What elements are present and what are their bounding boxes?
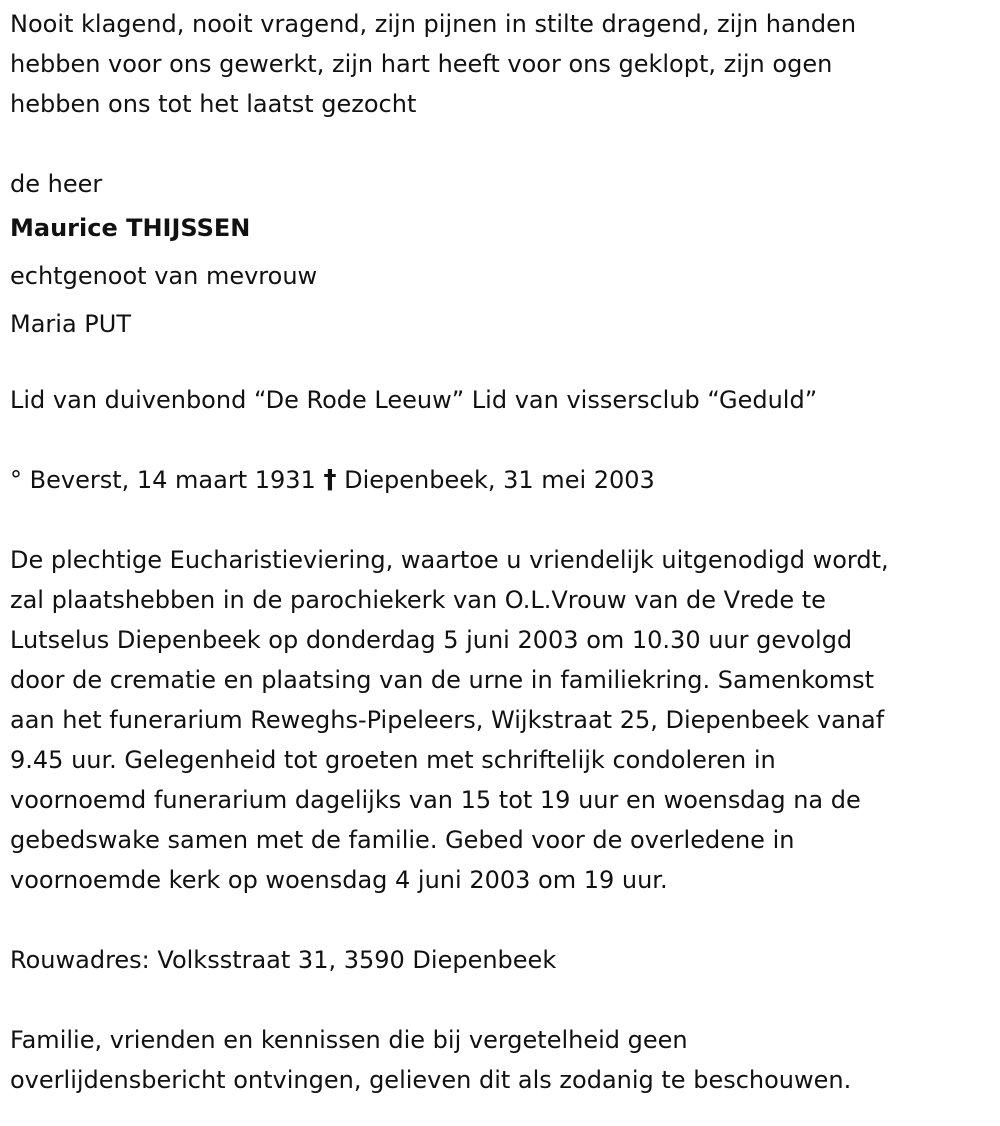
birth-date: ° Beverst, 14 maart 1931 [10,466,316,494]
ceremony-line: aan het funerarium Reweghs-Pipeleers, Wijkstraat 25, Diepenbeek vanaf [10,706,885,734]
obituary-document [10,4,990,1100]
life-dates [10,460,990,500]
closing-line: overlijdensbericht ontvingen, gelieven dit als zodanig te beschouwen. [10,1066,852,1094]
spouse-name: Maria PUT [10,310,131,338]
cross-icon: † [323,465,337,495]
closing-paragraph [10,1020,990,1100]
ceremony-line: voornoemde kerk op woensdag 4 juni 2003 om 19 uur. [10,866,668,894]
deceased-title: de heer [10,170,103,198]
ceremony-line: gebedswake samen met de familie. Gebed voor de overledene in [10,826,795,854]
ceremony-paragraph [10,540,990,900]
ceremony-line: De plechtige Eucharistieviering, waartoe u vriendelijk uitgenodigd wordt, [10,546,889,574]
quote-line: hebben ons tot het laatst gezocht [10,90,417,118]
death-date: Diepenbeek, 31 mei 2003 [344,466,655,494]
memberships: Lid van duivenbond “De Rode Leeuw” Lid van vissersclub “Geduld” [10,386,818,414]
spouse-intro: echtgenoot van mevrouw [10,262,318,290]
ceremony-line: Lutselus Diepenbeek op donderdag 5 juni 2003 om 10.30 uur gevolgd [10,626,853,654]
mourning-address: Rouwadres: Volksstraat 31, 3590 Diepenbeek [10,946,557,974]
ceremony-line: 9.45 uur. Gelegenheid tot groeten met schriftelijk condoleren in [10,746,776,774]
quote-paragraph [10,4,990,124]
ceremony-line: voornoemd funerarium dagelijks van 15 tot 19 uur en woensdag na de [10,786,861,814]
quote-line: hebben voor ons gewerkt, zijn hart heeft voor ons geklopt, zijn ogen [10,50,833,78]
quote-line: Nooit klagend, nooit vragend, zijn pijnen in stilte dragend, zijn handen [10,10,857,38]
deceased-name: Maurice THIJSSEN [10,214,251,242]
closing-line: Familie, vrienden en kennissen die bij vergetelheid geen [10,1026,688,1054]
ceremony-line: zal plaatshebben in de parochiekerk van O.L.Vrouw van de Vrede te [10,586,826,614]
ceremony-line: door de crematie en plaatsing van de urne in familiekring. Samenkomst [10,666,875,694]
